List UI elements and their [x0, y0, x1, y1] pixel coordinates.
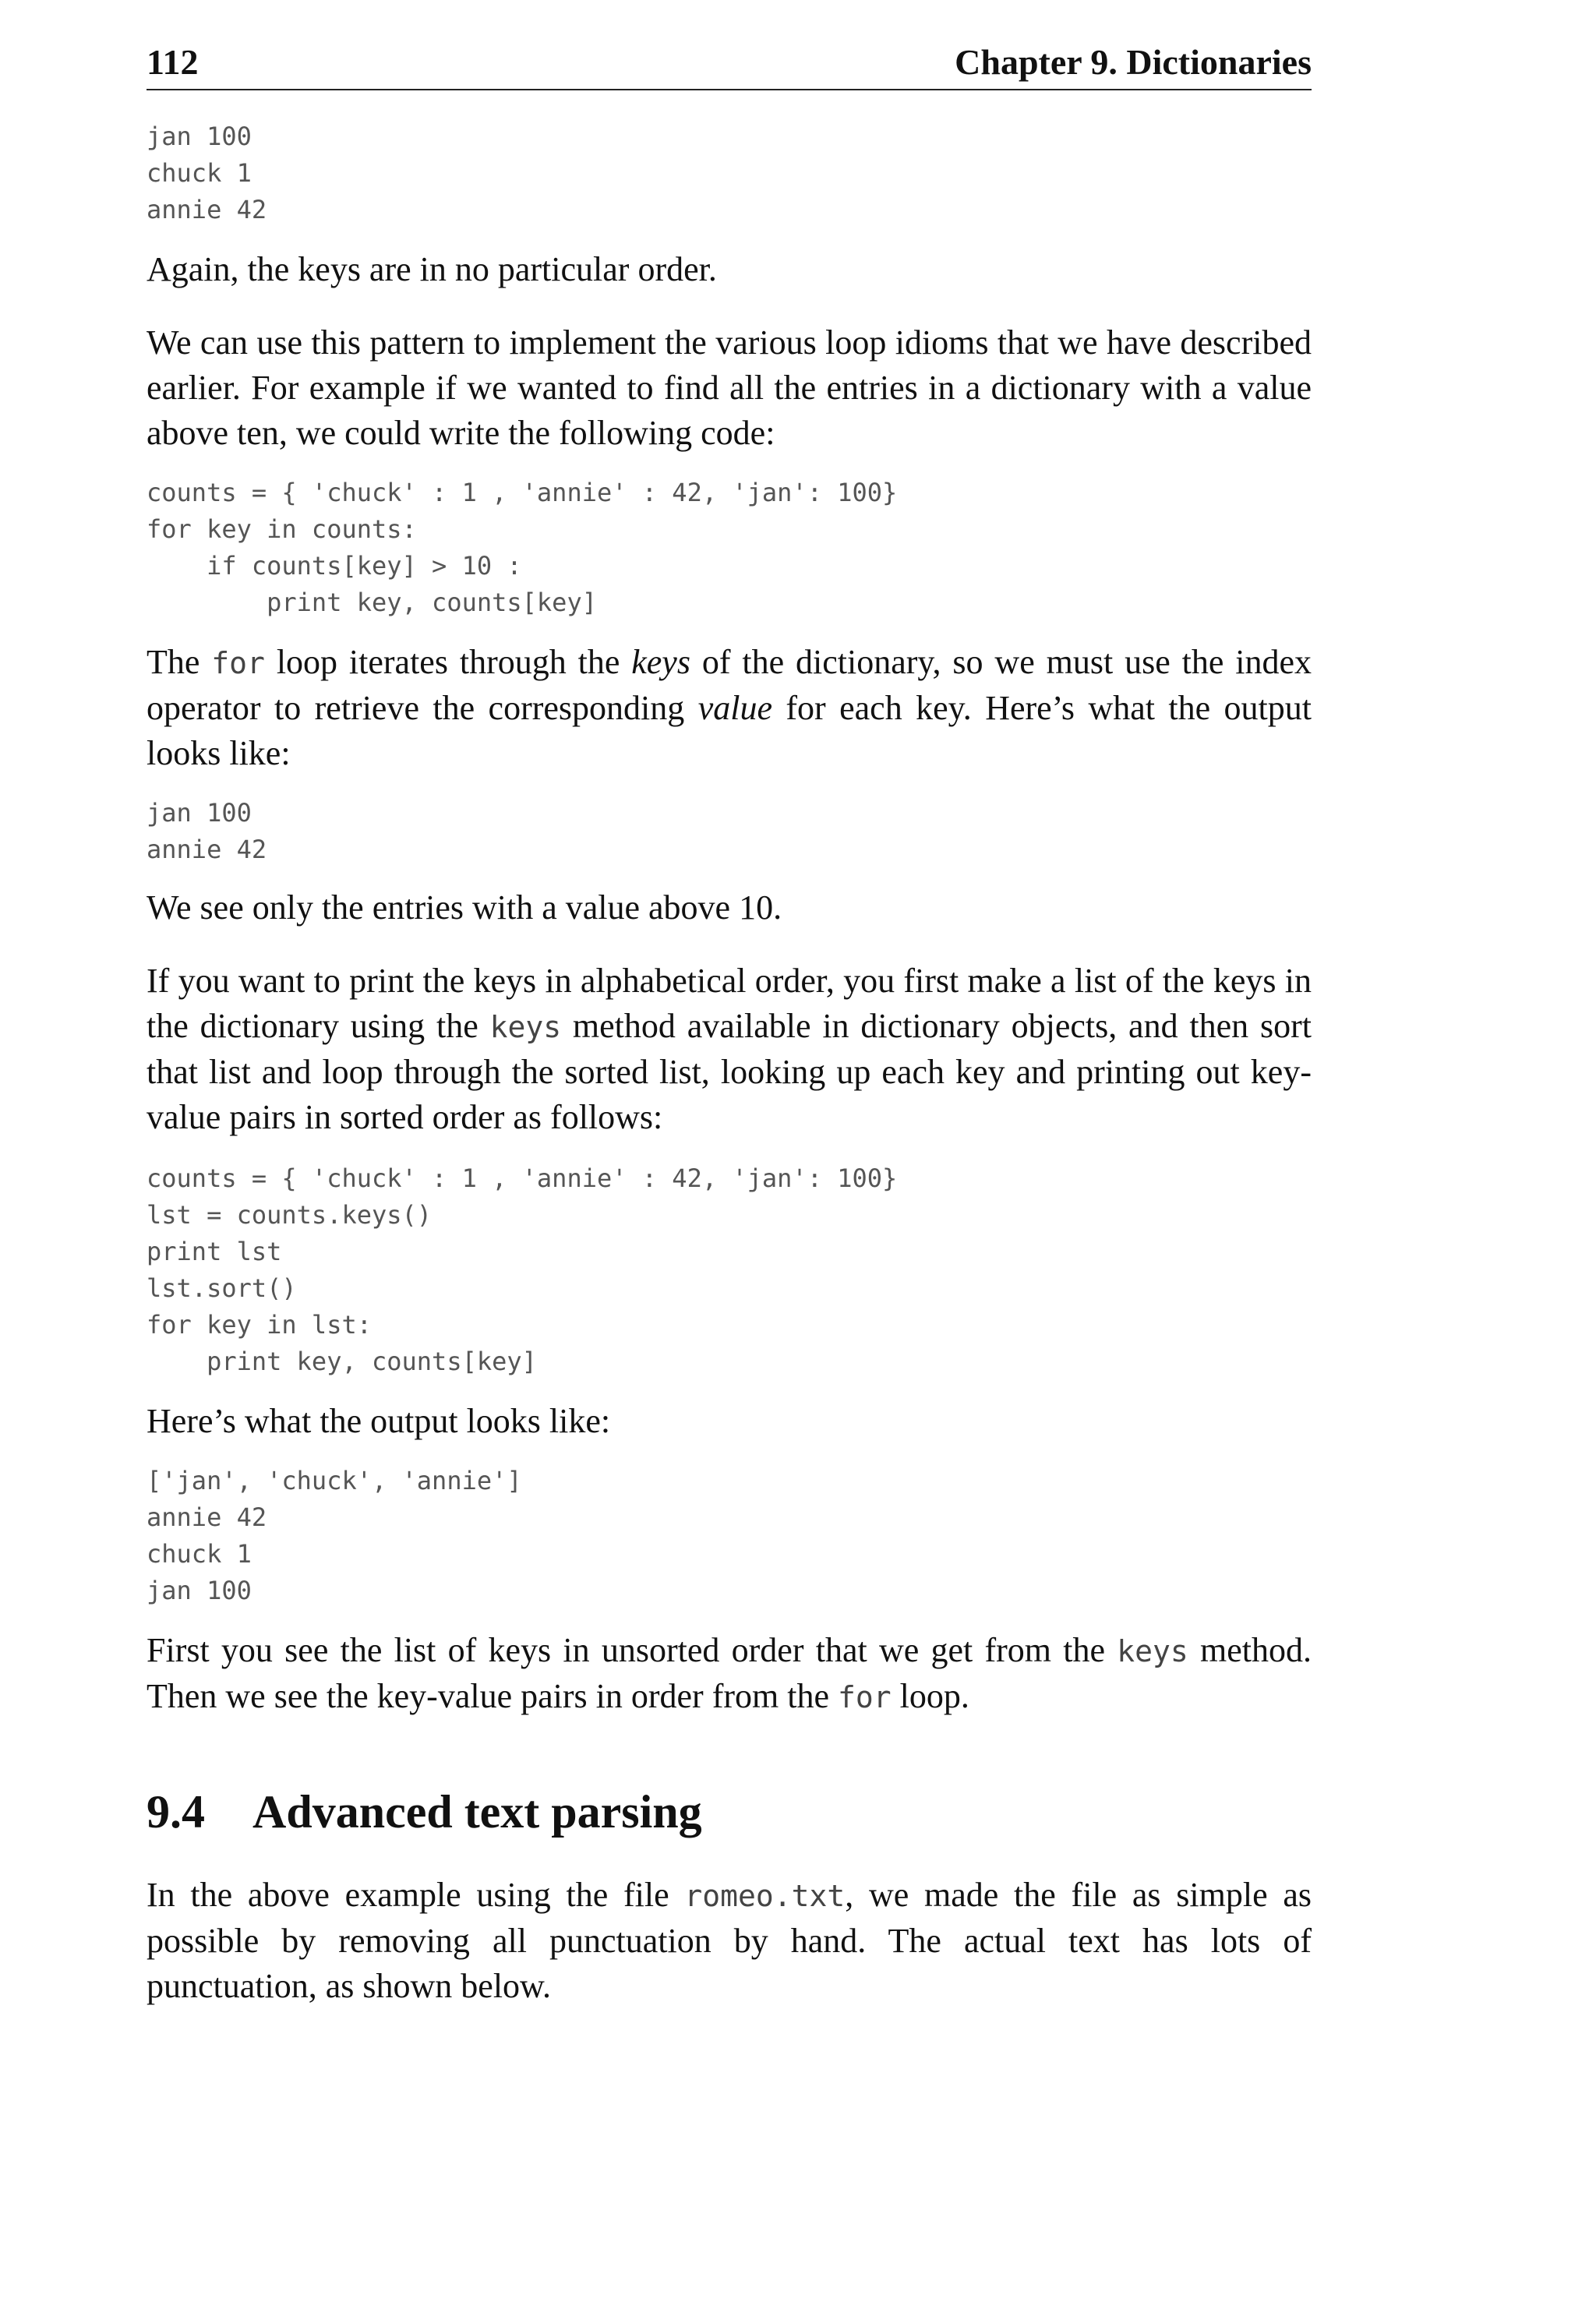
- running-header: [147, 41, 1312, 90]
- chapter-title: Chapter 9. Dictionaries: [955, 42, 1312, 82]
- section-number: 9.4: [147, 1786, 205, 1838]
- code-listing-sorted: counts = { 'chuck' : 1 , 'annie' : 42, 'jan': 100} lst = counts.keys() print lst lst.sort() for key in lst: print key, counts[key]: [147, 1163, 898, 1376]
- emphasis-keys: keys: [631, 643, 690, 681]
- paragraph-unsorted-keys: First you see the list of keys in unsorted order that we get from the keys method. Then we see the key-value pairs in order from the for loop.: [147, 1631, 1312, 1715]
- inline-code-filename: romeo.txt: [684, 1879, 846, 1913]
- paragraph-loop-idioms: We can use this pattern to implement the various loop idioms that we have described earlier. For example if we wanted to find all the entries in a dictionary with a value above ten, we could write the following code:: [147, 323, 1312, 452]
- inline-code-keys-2: keys: [1117, 1634, 1188, 1668]
- code-output-1: jan 100 chuck 1 annie 42: [147, 122, 267, 224]
- paragraph-advanced-parsing: In the above example using the file romeo.txt, we made the file as simple as possible by removing all punctuation by hand. The actual text has lots of punctuation, as shown below.: [147, 1876, 1312, 2005]
- paragraph-for-loop-keys: The for loop iterates through the keys of the dictionary, so we must use the index operator to retrieve the corresponding value for each key. Here’s what the output looks like:: [147, 643, 1312, 772]
- inline-code-keys: keys: [489, 1010, 562, 1044]
- inline-code-for-2: for: [837, 1680, 892, 1714]
- section-heading: [147, 1784, 1312, 1840]
- section-title: Advanced text parsing: [252, 1786, 702, 1838]
- code-output-3: ['jan', 'chuck', 'annie'] annie 42 chuck 1 jan 100: [147, 1466, 522, 1605]
- page-number: 112: [147, 42, 199, 82]
- inline-code-for: for: [211, 646, 265, 680]
- emphasis-value: value: [697, 689, 772, 727]
- paragraph-output-intro: Here’s what the output looks like:: [147, 1402, 611, 1440]
- book-page: [147, 41, 1312, 2009]
- paragraph-keys-order: Again, the keys are in no particular order.: [147, 250, 717, 288]
- paragraph-alphabetical-order: If you want to print the keys in alphabetical order, you first make a list of the keys in the dictionary using the keys method available in dictionary objects, and then sort that list and loop through the sorted list, looking up each key and printing out key-value pairs in sorted order as follows:: [147, 962, 1312, 1136]
- paragraph-entries-above-ten: We see only the entries with a value above 10.: [147, 888, 782, 927]
- code-output-2: jan 100 annie 42: [147, 798, 267, 864]
- code-listing-filter: counts = { 'chuck' : 1 , 'annie' : 42, 'jan': 100} for key in counts: if counts[key] > 10 : print key, counts[key]: [147, 478, 898, 617]
